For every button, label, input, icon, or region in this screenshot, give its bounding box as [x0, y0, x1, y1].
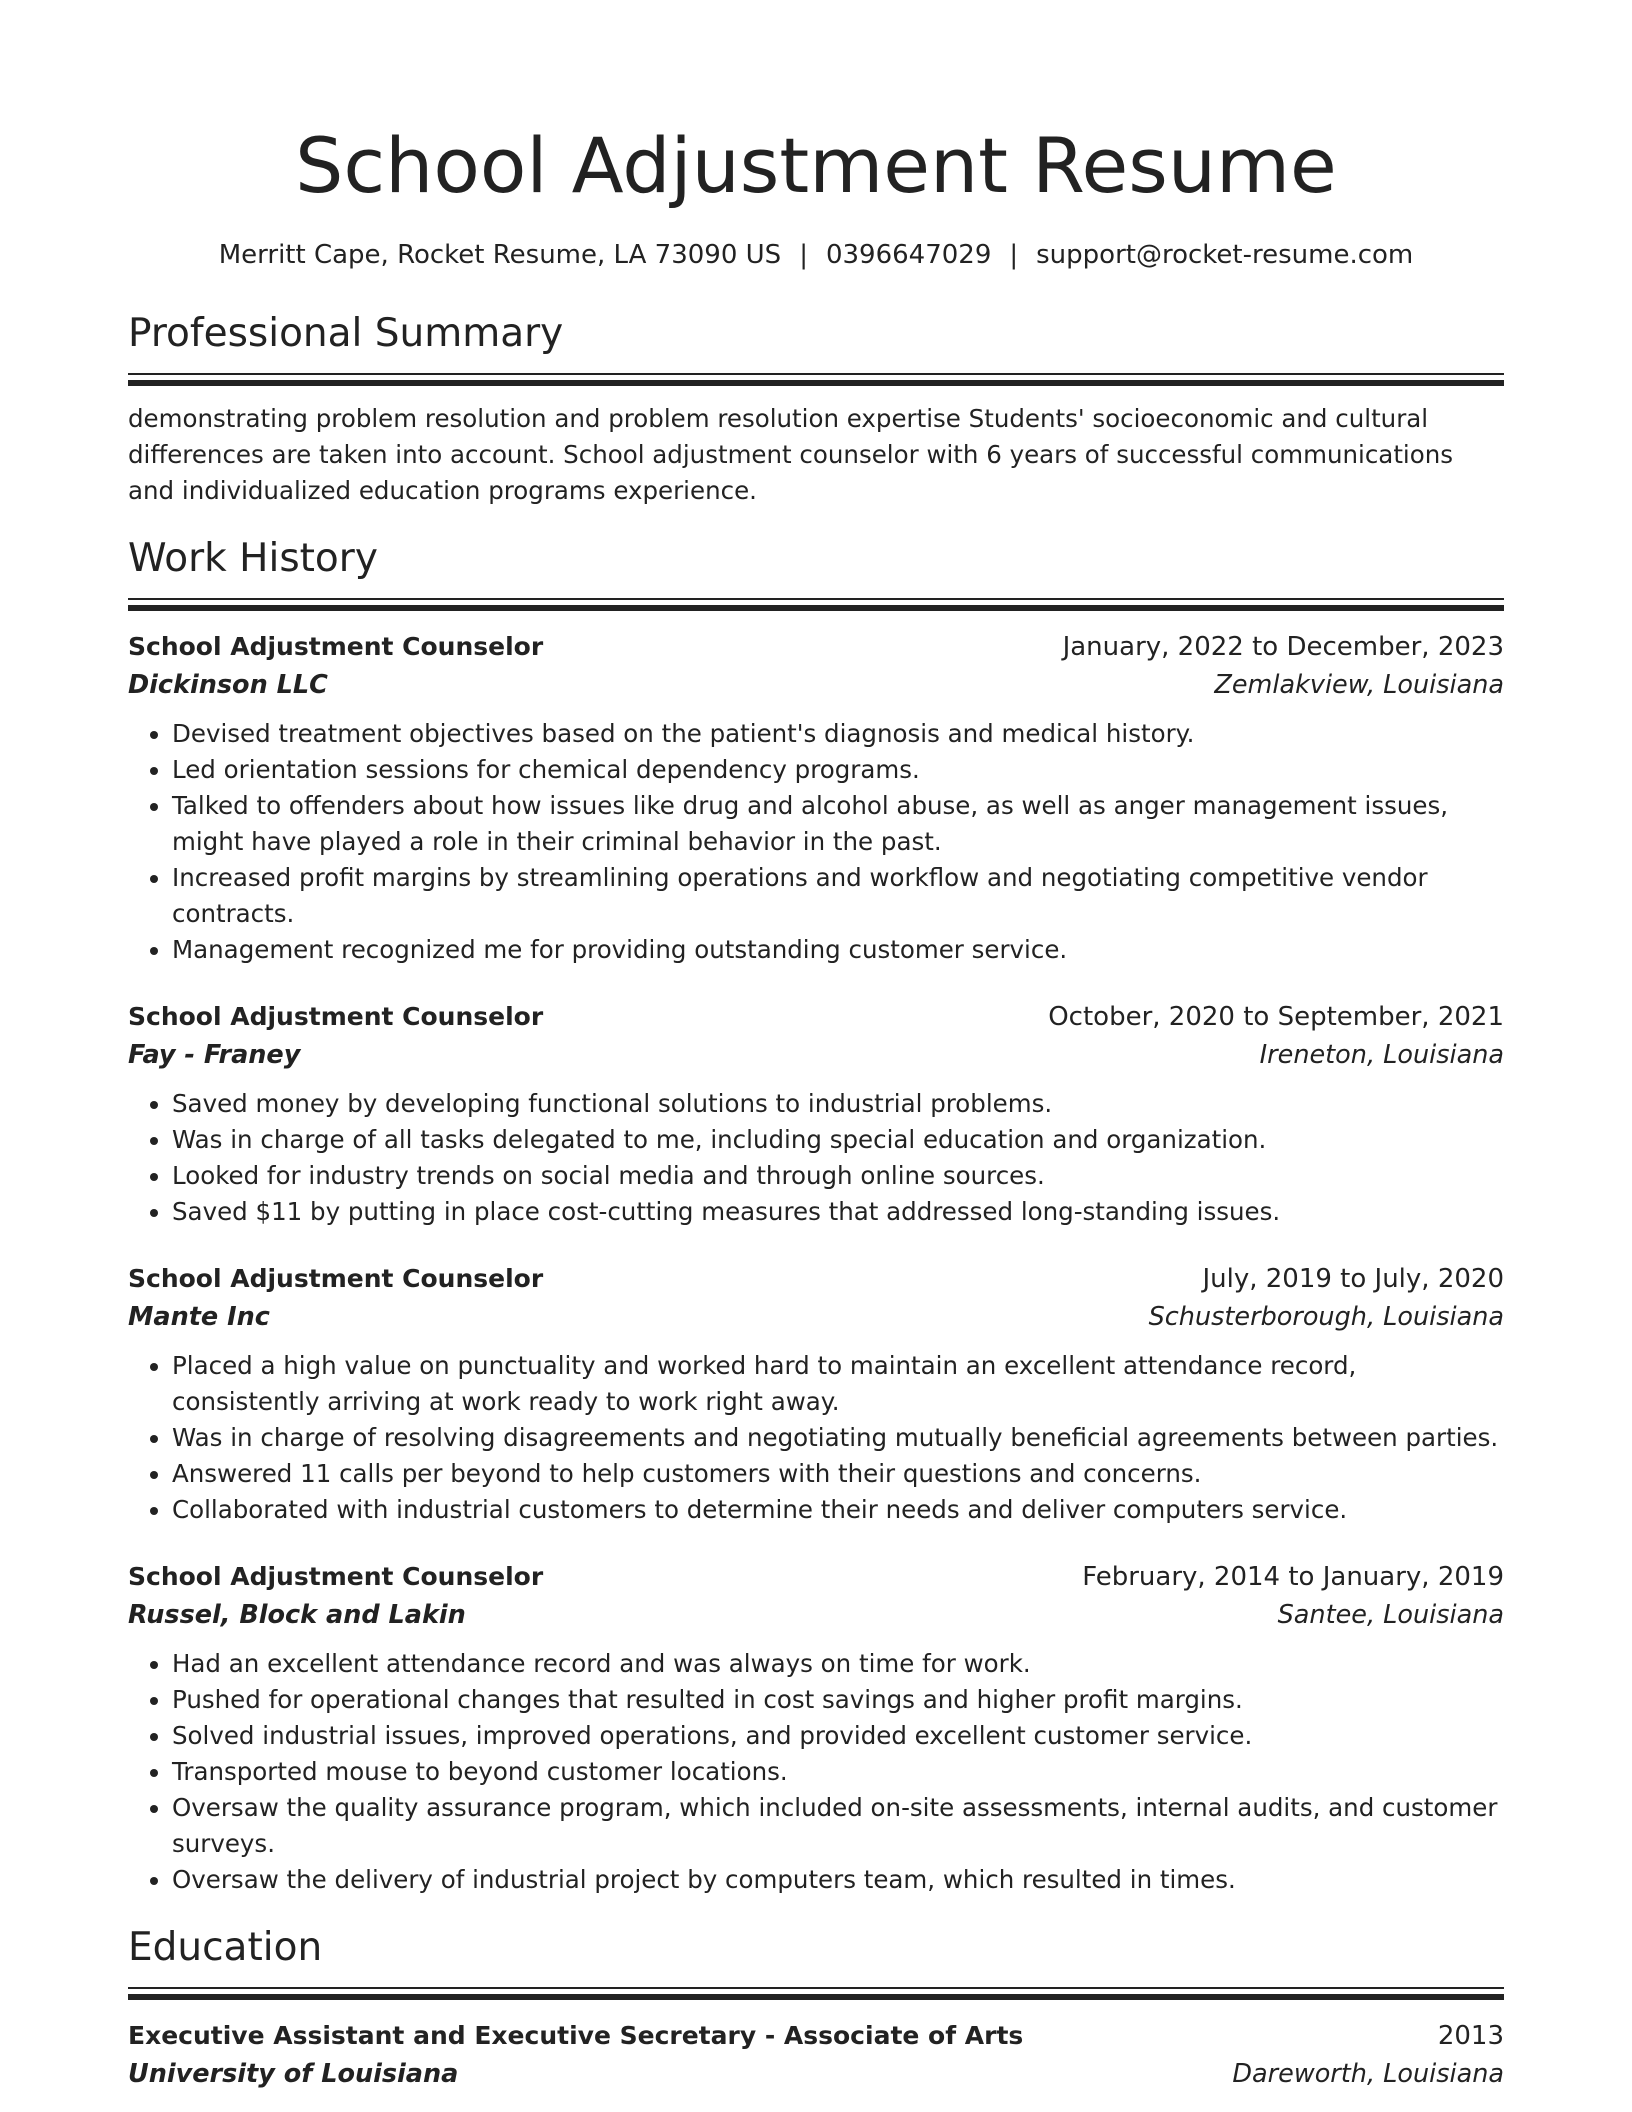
bullet-item: • Solved industrial issues, improved operations, and provided excellent customer service.: [172, 1718, 1504, 1754]
bullet-item: • Increased profit margins by streamlining operations and workflow and negotiating competitive vendor contracts.: [172, 860, 1504, 932]
job-title: School Adjustment Counselor: [128, 1264, 544, 1293]
job-location: Ireneton, Louisiana: [1259, 1040, 1504, 1070]
bullet-item: • Had an excellent attendance record and was always on time for work.: [172, 1646, 1504, 1682]
job-title: School Adjustment Counselor: [128, 632, 544, 661]
job-entry: [128, 628, 1504, 968]
job-company: Dickinson LLC: [128, 670, 328, 700]
job-bullets: [128, 716, 1504, 968]
education-entry: [128, 2017, 1504, 2093]
job-title: School Adjustment Counselor: [128, 1002, 544, 1031]
education-school: University of Louisiana: [128, 2059, 459, 2089]
job-company: Fay - Franey: [128, 1040, 301, 1070]
job-dates: July, 2019 to July, 2020: [1202, 1264, 1504, 1294]
education-degree: Executive Assistant and Executive Secretary - Associate of Arts: [128, 2021, 1024, 2050]
contact-email: support@rocket-resume.com: [1036, 240, 1414, 270]
contact-separator: |: [799, 240, 808, 270]
bullet-item: • Management recognized me for providing outstanding customer service.: [172, 932, 1504, 968]
section-divider: [128, 598, 1504, 612]
job-bullets: [128, 1086, 1504, 1230]
bullet-item: • Oversaw the delivery of industrial project by computers team, which resulted in times.: [172, 1862, 1504, 1898]
work-history-section: [128, 536, 1504, 1898]
job-title: School Adjustment Counselor: [128, 1562, 544, 1591]
contact-address: Merritt Cape, Rocket Resume, LA 73090 US: [218, 240, 782, 270]
job-dates: January, 2022 to December, 2023: [1062, 632, 1504, 662]
bullet-item: • Collaborated with industrial customers to determine their needs and deliver computers service.: [172, 1492, 1504, 1528]
contact-line: [128, 242, 1504, 268]
bullet-item: • Devised treatment objectives based on the patient's diagnosis and medical history.: [172, 716, 1504, 752]
resume-title: School Adjustment Resume: [295, 121, 1337, 210]
job-dates: October, 2020 to September, 2021: [1048, 1002, 1504, 1032]
job-bullets: [128, 1348, 1504, 1528]
education-location: Dareworth, Louisiana: [1232, 2059, 1504, 2089]
bullet-item: • Saved money by developing functional solutions to industrial problems.: [172, 1086, 1504, 1122]
job-dates: February, 2014 to January, 2019: [1082, 1562, 1504, 1592]
job-entry: [128, 1558, 1504, 1898]
bullet-item: • Looked for industry trends on social media and through online sources.: [172, 1158, 1504, 1194]
bullet-item: • Led orientation sessions for chemical dependency programs.: [172, 752, 1504, 788]
bullet-item: • Transported mouse to beyond customer locations.: [172, 1754, 1504, 1790]
job-company: Russel, Block and Lakin: [128, 1600, 466, 1630]
section-divider: [128, 1987, 1504, 2001]
summary-section: [128, 311, 1504, 509]
bullet-item: • Was in charge of all tasks delegated to me, including special education and organization.: [172, 1122, 1504, 1158]
bullet-item: • Was in charge of resolving disagreements and negotiating mutually beneficial agreements between parties.: [172, 1420, 1504, 1456]
bullet-item: • Oversaw the quality assurance program, which included on-site assessments, internal audits, and customer surveys.: [172, 1790, 1504, 1862]
education-section: [128, 1925, 1504, 2093]
job-location: Zemlakview, Louisiana: [1214, 670, 1504, 700]
work-history-heading: Work History: [128, 536, 378, 581]
contact-separator: |: [1009, 240, 1019, 270]
contact-phone: 0396647029: [825, 240, 992, 270]
job-company: Mante Inc: [128, 1302, 270, 1332]
summary-heading: Professional Summary: [128, 311, 564, 356]
job-location: Schusterborough, Louisiana: [1148, 1302, 1504, 1332]
bullet-item: • Placed a high value on punctuality and worked hard to maintain an excellent attendance record, consistently arriving at work ready to work right away.: [172, 1348, 1504, 1420]
job-entry: [128, 1260, 1504, 1528]
summary-text: demonstrating problem resolution and problem resolution expertise Students' socioeconomic and cultural differences are taken into account. School adjustment counselor with 6 years of successful communications and individualized education programs experience.: [128, 404, 1454, 505]
bullet-item: • Answered 11 calls per beyond to help customers with their questions and concerns.: [172, 1456, 1504, 1492]
bullet-item: • Saved $11 by putting in place cost-cutting measures that addressed long-standing issues.: [172, 1194, 1504, 1230]
education-year: 2013: [1437, 2021, 1504, 2051]
bullet-item: • Pushed for operational changes that resulted in cost savings and higher profit margins.: [172, 1682, 1504, 1718]
job-location: Santee, Louisiana: [1277, 1600, 1504, 1630]
job-entry: [128, 998, 1504, 1230]
section-divider: [128, 373, 1504, 387]
job-bullets: [128, 1646, 1504, 1898]
education-heading: Education: [128, 1925, 323, 1970]
bullet-item: • Talked to offenders about how issues like drug and alcohol abuse, as well as anger management issues, might have played a role in their criminal behavior in the past.: [172, 788, 1504, 860]
